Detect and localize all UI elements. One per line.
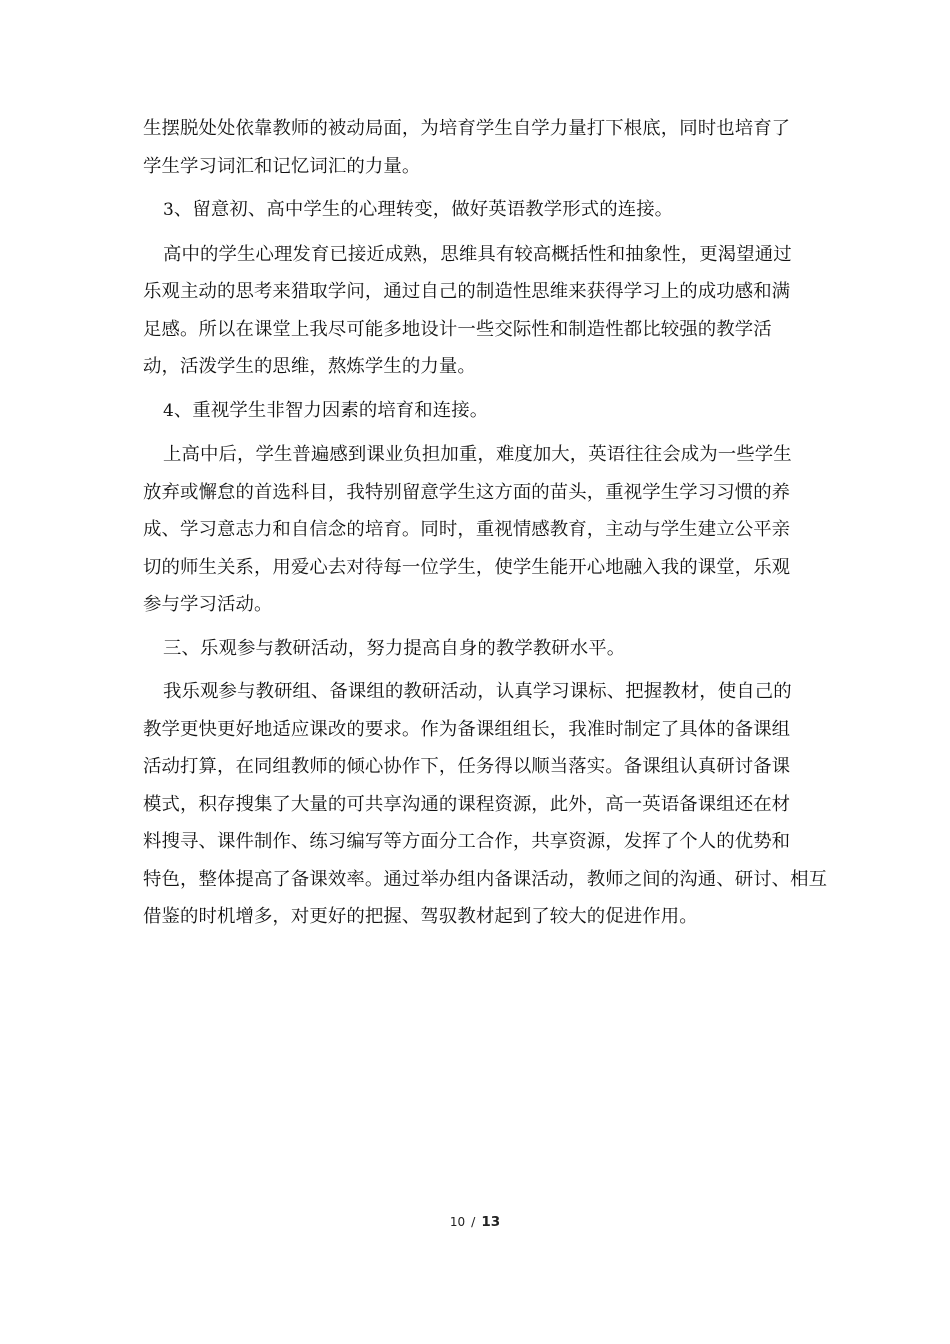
section-heading-three (143, 630, 817, 668)
text-line: 动，活泼学生的思维，熬炼学生的力量。 (143, 356, 476, 377)
text-line: 成、学习意志力和自信念的培育。同时，重视情感教育，主动与学生建立公平亲 (143, 519, 791, 540)
current-page-number: 10 (449, 1215, 466, 1229)
text-line: 上高中后，学生普遍感到课业负担加重，难度加大，英语往往会成为一些学生 (163, 444, 792, 465)
section-heading-3 (143, 191, 817, 230)
section-heading-4 (143, 392, 817, 431)
text-line: 模式，积存搜集了大量的可共享沟通的课程资源，此外，高一英语备课组还在材 (143, 793, 791, 815)
paragraph-teaching-research (143, 673, 828, 936)
text-line: 乐观主动的思考来猎取学问，通过自己的制造性思维来获得学习上的成功感和满 (143, 281, 791, 302)
heading-number: 4 (163, 400, 174, 421)
text-line: 足感。所以在课堂上我尽可能多地设计一些交际性和制造性都比较强的教学活 (143, 318, 772, 340)
text-line: 借鉴的时机增多，对更好的把握、驾驭教材起到了较大的促进作用。 (143, 906, 698, 927)
paragraph-non-intellectual (143, 436, 817, 624)
heading-text: 、重视学生非智力因素的培育和连接。 (173, 399, 489, 421)
text-line: 特色，整体提高了备课效率。通过举办组内备课活动，教师之间的沟通、研讨、相互 (143, 868, 828, 890)
document-body (143, 110, 828, 936)
text-line: 学生学习词汇和记忆词汇的力量。 (143, 155, 421, 177)
text-line: 活动打算，在同组教师的倾心协作下，任务得以顺当落实。备课组认真研讨备课 (143, 756, 791, 777)
paragraph-psychology (143, 236, 817, 386)
heading-text: 三、乐观参与教研活动，努力提高自身的教学教研水平。 (163, 637, 626, 659)
page-separator: / (471, 1214, 476, 1229)
text-line: 放弃或懈怠的首选科目，我特别留意学生这方面的苗头，重视学生学习习惯的养 (143, 481, 791, 503)
text-line: 生摆脱处处依靠教师的被动局面，为培育学生自学力量打下根底，同时也培育了 (143, 118, 791, 139)
total-pages-number: 13 (481, 1214, 501, 1230)
page-number-footer (0, 1214, 950, 1230)
heading-number: 3 (163, 200, 174, 220)
text-line: 我乐观参与教研组、备课组的教研活动，认真学习课标、把握教材，使自己的 (163, 681, 792, 702)
text-line: 切的师生关系，用爱心去对待每一位学生，使学生能开心地融入我的课堂，乐观 (143, 556, 791, 578)
paragraph-continuation (143, 110, 817, 185)
text-line: 教学更快更好地适应课改的要求。作为备课组组长，我准时制定了具体的备课组 (143, 718, 791, 740)
text-line: 高中的学生心理发育已接近成熟，思维具有较高概括性和抽象性，更渴望通过 (163, 243, 792, 265)
text-line: 料搜寻、课件制作、练习编写等方面分工合作，共享资源，发挥了个人的优势和 (143, 831, 791, 852)
text-line: 参与学习活动。 (143, 594, 273, 615)
heading-text: 、留意初、高中学生的心理转变，做好英语教学形式的连接。 (173, 199, 674, 220)
